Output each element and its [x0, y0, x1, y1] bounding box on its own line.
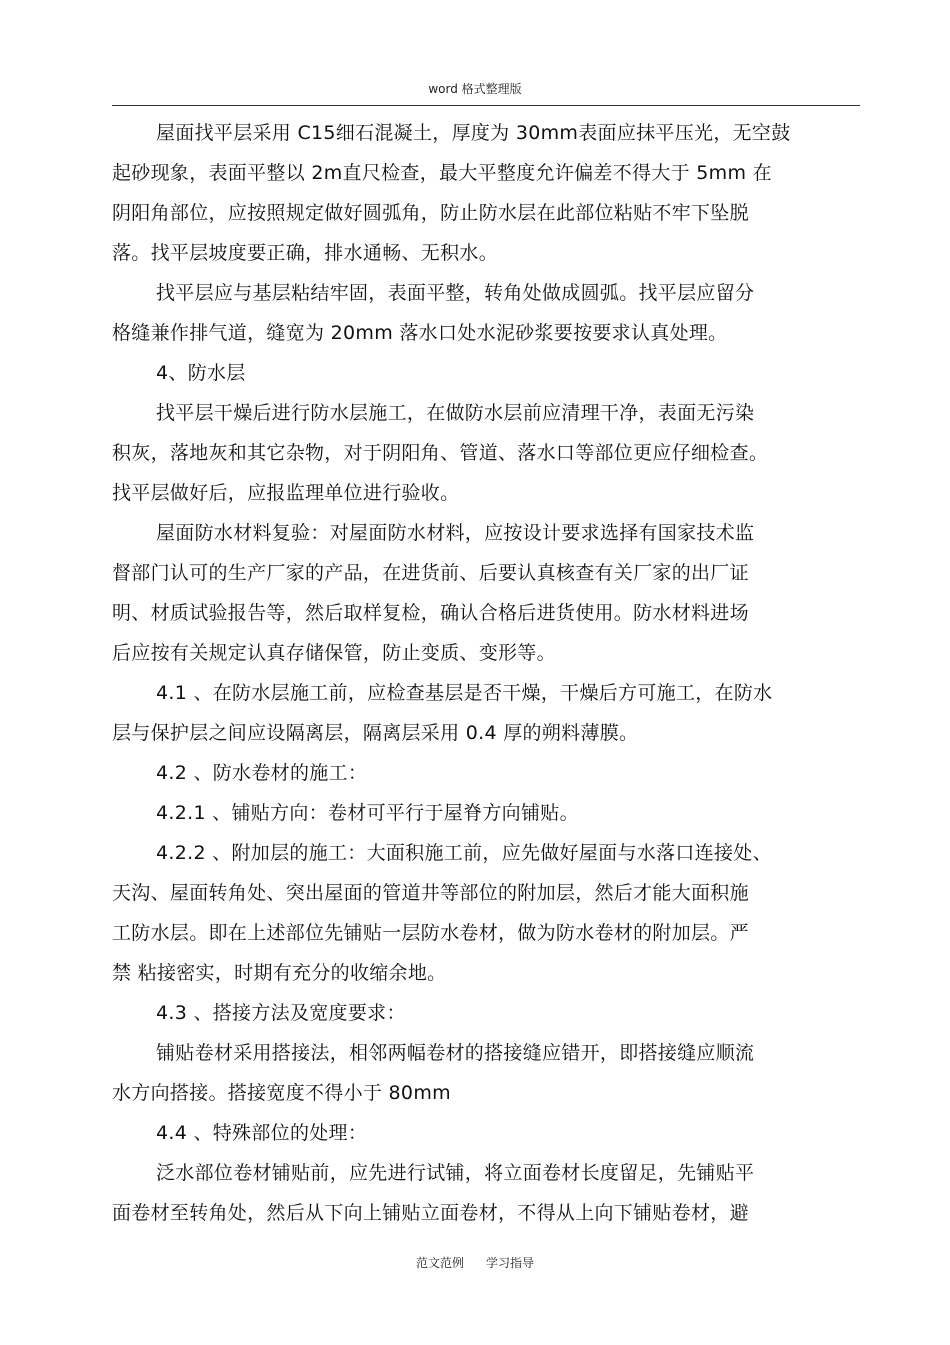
- text-line: 水方向搭接。搭接宽度不得小于 80mm: [112, 1082, 451, 1104]
- text-line: 督部门认可的生产厂家的产品，在进货前、后要认真核查有关厂家的出厂证: [112, 562, 749, 584]
- text-line: 面卷材至转角处，然后从下向上铺贴立面卷材，不得从上向下铺贴卷材，避: [112, 1202, 749, 1224]
- text-line: 阴阳角部位，应按照规定做好圆弧角，防止防水层在此部位粘贴不牢下坠脱: [112, 202, 749, 224]
- text-line: 找平层干燥后进行防水层施工，在做防水层前应清理干净，表面无污染: [156, 402, 755, 424]
- text-line: 禁 粘接密实，时期有充分的收缩余地。: [112, 962, 447, 984]
- text-line: 明、材质试验报告等，然后取样复检，确认合格后进货使用。防水材料进场: [112, 602, 749, 624]
- footer-left-text: 范文范例: [415, 1256, 464, 1270]
- page-footer: [0, 1254, 950, 1271]
- text-line: 找平层应与基层粘结牢固，表面平整，转角处做成圆弧。找平层应留分: [156, 282, 755, 304]
- text-line: 4.1 、在防水层施工前，应检查基层是否干燥，干燥后方可施工，在防水: [156, 682, 773, 704]
- text-line: 4.2.2 、附加层的施工：大面积施工前，应先做好屋面与水落口连接处、: [156, 842, 772, 864]
- header-title: word 格式整理版: [428, 82, 522, 96]
- text-line: 工防水层。即在上述部位先铺贴一层防水卷材，做为防水卷材的附加层。严: [112, 922, 749, 944]
- text-line: 落。找平层坡度要正确，排水通畅、无积水。: [112, 242, 499, 264]
- text-line: 4.3 、搭接方法及宽度要求：: [156, 1002, 406, 1024]
- text-line: 积灰，落地灰和其它杂物，对于阴阳角、管道、落水口等部位更应仔细检查。: [112, 442, 769, 464]
- text-line: 4.4 、特殊部位的处理：: [156, 1122, 368, 1144]
- text-line: 4.2.1 、铺贴方向：卷材可平行于屋脊方向铺贴。: [156, 802, 579, 824]
- text-line: 天沟、屋面转角处、突出屋面的管道井等部位的附加层，然后才能大面积施: [112, 882, 749, 904]
- header-divider: [112, 105, 860, 106]
- document-body: [112, 113, 860, 1233]
- text-line: 格缝兼作排气道，缝宽为 20mm 落水口处水泥砂浆要按要求认真处理。: [112, 322, 728, 344]
- page-header: [0, 80, 950, 97]
- text-line: 4.2 、防水卷材的施工：: [156, 762, 368, 784]
- footer-right-text: 学习指导: [486, 1256, 535, 1270]
- text-line: 泛水部位卷材铺贴前，应先进行试铺，将立面卷材长度留足，先铺贴平: [156, 1162, 755, 1184]
- text-line: 起砂现象，表面平整以 2m直尺检查，最大平整度允许偏差不得大于 5mm 在: [112, 162, 772, 184]
- text-line: 屋面找平层采用 C15细石混凝土，厚度为 30mm表面应抹平压光，无空鼓: [156, 122, 791, 144]
- text-line: 层与保护层之间应设隔离层，隔离层采用 0.4 厚的朔料薄膜。: [112, 722, 639, 744]
- text-line: 找平层做好后，应报监理单位进行验收。: [112, 482, 460, 504]
- text-line: 铺贴卷材采用搭接法，相邻两幅卷材的搭接缝应错开，即搭接缝应顺流: [156, 1042, 755, 1064]
- text-line: 4、防水层: [156, 362, 246, 384]
- text-line: 后应按有关规定认真存储保管，防止变质、变形等。: [112, 642, 556, 664]
- text-line: 屋面防水材料复验：对屋面防水材料，应按设计要求选择有国家技术监: [156, 522, 755, 544]
